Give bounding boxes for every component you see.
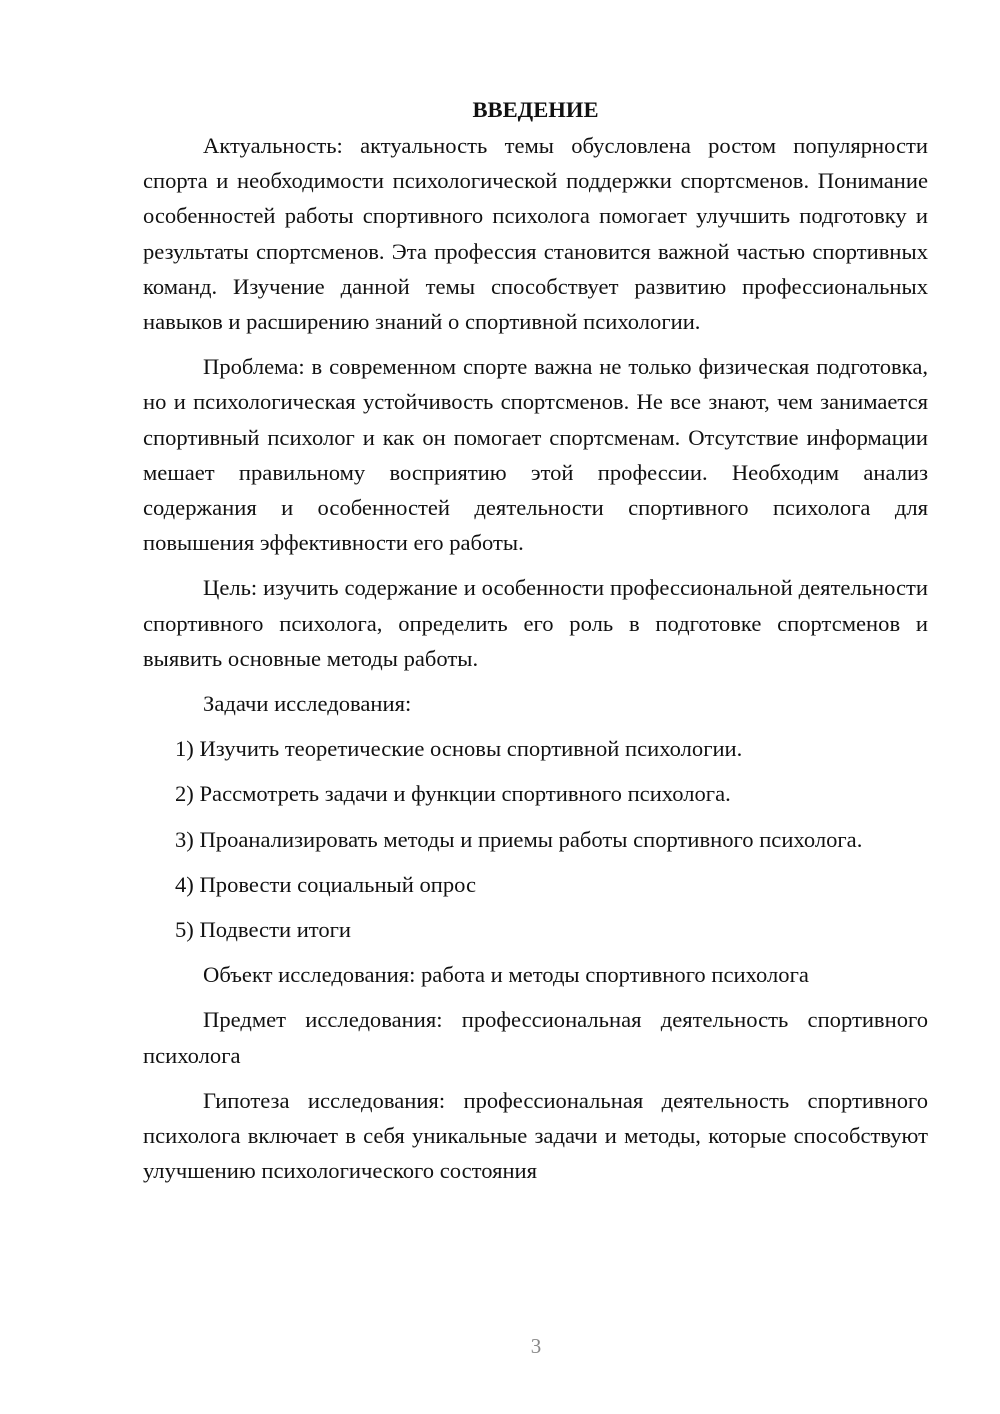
task-item-1: 1) Изучить теоретические основы спортивной психологии. (175, 736, 743, 762)
goal-paragraph: Цель: изучить содержание и особенности профессиональной деятельности спортивного психолога, определить его роль в подготовке спортсменов и выявить основные методы работы. (143, 575, 928, 671)
document-page (143, 92, 928, 1188)
page-number: 3 (530, 1334, 542, 1358)
subject-paragraph: Предмет исследования: профессиональная деятельность спортивного психолога (143, 1007, 928, 1068)
hypothesis-paragraph: Гипотеза исследования: профессиональная деятельность спортивного психолога включает в себя уникальные задачи и методы, которые способствуют улучшению психологического состояния (143, 1087, 928, 1184)
task-item-3: 3) Проанализировать методы и приемы работы спортивного психолога. (175, 826, 863, 852)
object-paragraph: Объект исследования: работа и методы спортивного психолога (203, 962, 809, 988)
tasks-heading: Задачи исследования: (203, 691, 412, 717)
task-item-5: 5) Подвести итоги (175, 917, 352, 943)
task-item-4: 4) Провести социальный опрос (175, 871, 477, 897)
task-item-2: 2) Рассмотреть задачи и функции спортивного психолога. (175, 781, 731, 807)
section-title: ВВЕДЕНИЕ (472, 97, 599, 122)
problem-paragraph: Проблема: в современном спорте важна не только физическая подготовка, но и психологическая устойчивость спортсменов. Не все знают, чем занимается спортивный психолог и как он помогает спортсменам. Отсутствие информации мешает правильному восприятию этой профессии. Необходим анализ содержания и особенностей деятельности спортивного психолога для повышения эффективности его работы. (143, 354, 928, 556)
relevance-paragraph: Актуальность: актуальность темы обусловлена ростом популярности спорта и необходимости психологической поддержки спортсменов. Понимание особенностей работы спортивного психолога помогает улучшить подготовку и результаты спортсменов. Эта профессия становится важной частью спортивных команд. Изучение данной темы способствует развитию профессиональных навыков и расширению знаний о спортивной психологии. (143, 133, 928, 335)
